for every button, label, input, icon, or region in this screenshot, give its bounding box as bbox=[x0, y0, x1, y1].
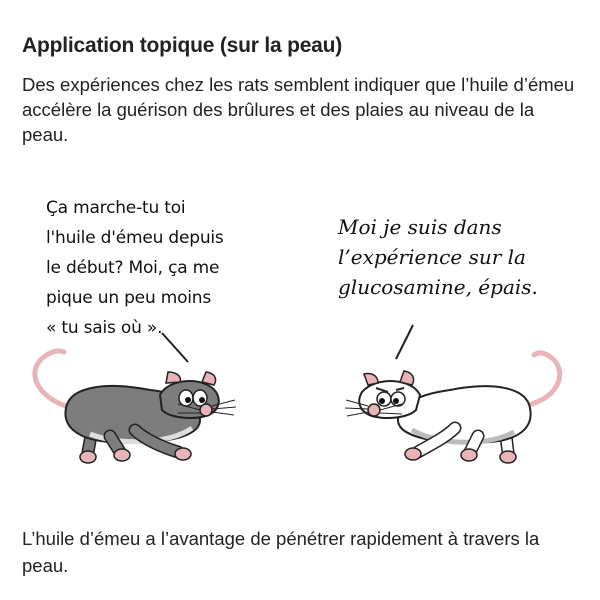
paw bbox=[461, 449, 477, 461]
section-heading: Application topique (sur la peau) bbox=[22, 34, 343, 57]
outro-paragraph: L’huile d’émeu a l’avantage de pénétrer rapidement à travers la peau. bbox=[22, 528, 540, 576]
speech-line: le début? Moi, ça me bbox=[46, 258, 220, 278]
nose bbox=[200, 404, 212, 416]
white-rat bbox=[345, 353, 560, 463]
speech-line: glucosamine, épais. bbox=[338, 275, 538, 299]
ear bbox=[202, 372, 216, 385]
left-speech-pointer bbox=[162, 333, 188, 362]
right-speech-pointer bbox=[396, 325, 413, 359]
ear bbox=[400, 371, 414, 385]
ear bbox=[166, 372, 180, 383]
speech-line: l'huile d'émeu depuis bbox=[46, 228, 224, 248]
paw bbox=[175, 448, 191, 460]
speech-line: l’expérience sur la bbox=[338, 245, 526, 269]
paw bbox=[114, 449, 130, 461]
paw bbox=[80, 451, 96, 463]
speech-line: Moi je suis dans bbox=[338, 215, 502, 239]
speech-line: Ça marche-tu toi bbox=[46, 198, 186, 218]
paw bbox=[500, 451, 516, 463]
gray-rat bbox=[35, 351, 236, 463]
speech-line: « tu sais où ». bbox=[46, 318, 163, 338]
ear bbox=[364, 373, 378, 385]
paw bbox=[405, 448, 421, 460]
intro-paragraph: Des expériences chez les rats semblent indiquer que l’huile d’émeu accélère la guérison des brûlures et des plaies au niveau de la peau. bbox=[22, 74, 575, 145]
speech-line: pique un peu moins bbox=[46, 288, 212, 308]
gray-rat-tail bbox=[35, 351, 72, 408]
nose bbox=[368, 404, 380, 416]
